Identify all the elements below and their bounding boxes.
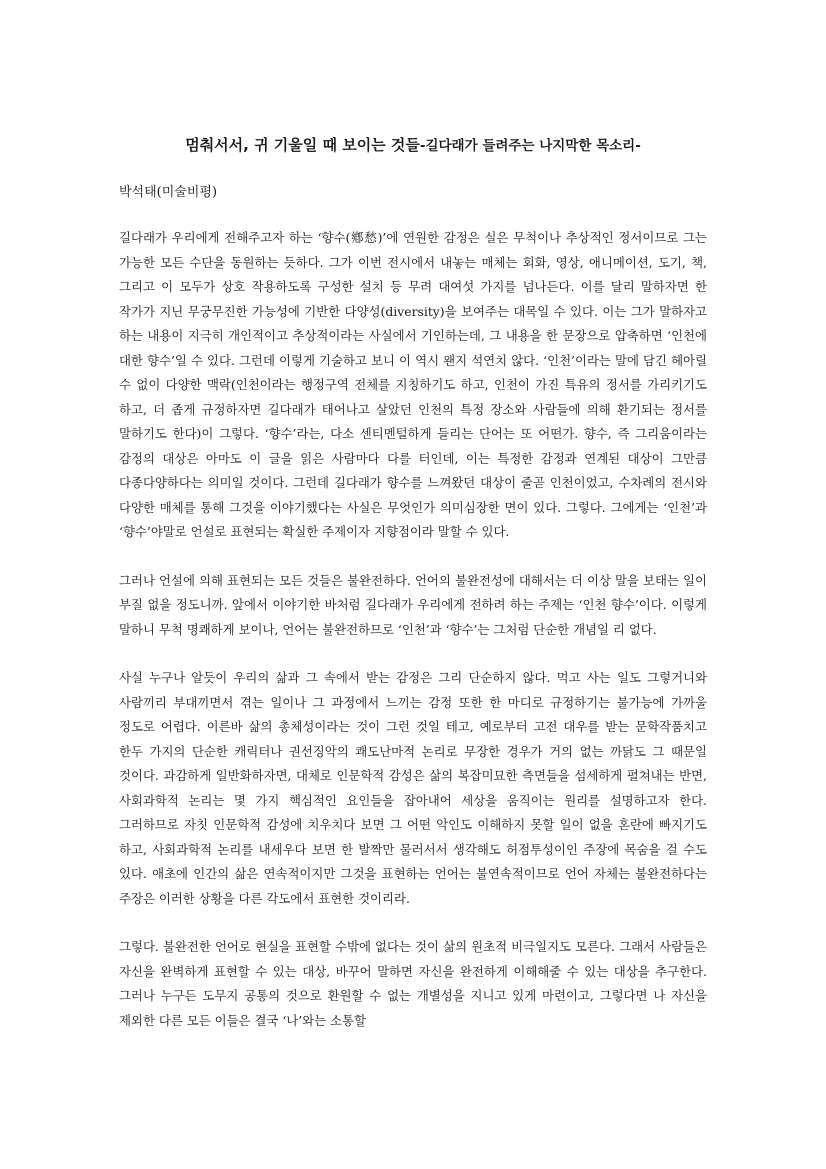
body-text (119, 226, 707, 1057)
paragraph-3: 사실 누구나 알듯이 우리의 삶과 그 속에서 받는 감정은 그리 단순하지 않다. 먹고 사는 일도 그렇거니와 사람끼리 부대끼면서 겪는 일이나 그 과정에서 느끼는 감정 또한 한 마디로 규정하기는 불가능에 가까울 정도로 어렵다. 이른바 삶의 총체성이라는 것이 그런 것일 테고, 예로부터 고전 대우를 받는 문학작품치고 한두 가지의 단순한 캐릭터나 권선징악의 쾌도난마적 논리로 무장한 경우가 거의 없는 까닭도 그 때문일 것이다. 과감하게 일반화하자면, 대체로 인문학적 감성은 삶의 복잡미묘한 측면들을 섬세하게 펼쳐내는 반면, 사회과학적 논리는 몇 가지 핵심적인 요인들을 잡아내어 세상을 움직이는 원리를 설명하고자 한다. 그러하므로 자칫 인문학적 감성에 치우치다 보면 그 어떤 악인도 이해하지 못할 일이 없을 혼란에 빠지기도 하고, 사회과학적 논리를 내세우다 보면 한 발짝만 물러서서 생각해도 허점투성이인 주장에 목숨을 걸 수도 있다. 애초에 인간의 삶은 연속적이지만 그것을 표현하는 언어는 불연속적이므로 언어 자체는 불완전하다는 주장은 이러한 상황을 다른 각도에서 표현한 것이리라. (119, 670, 707, 906)
title-subtitle: -길다래가 들려주는 나지막한 목소리- (419, 138, 641, 154)
author-line: 박석태(미술비평) (119, 185, 218, 200)
title-main: 멈춰서서, 귀 기울일 때 보이는 것들 (185, 136, 420, 154)
paragraph-1: 길다래가 우리에게 전해주고자 하는 ‘향수(鄕愁)’에 연원한 감정은 실은 무척이나 추상적인 정서이므로 그는 가능한 모든 수단을 동원하는 듯하다. 그가 이번 전시에서 내놓는 매체는 회화, 영상, 애니메이션, 도기, 책, 그리고 이 모두가 상호 작용하도록 구성한 설치 등 무려 대여섯 가지를 넘나든다. 이를 달리 말하자면 한 작가가 지닌 무궁무진한 가능성에 기반한 다양성(diversity)을 보여주는 대목일 수 있다. 이는 그가 말하자고 하는 내용이 지극히 개인적이고 추상적이라는 사실에서 기인하는데, 그 내용을 한 문장으로 압축하면 ‘인천에 대한 향수’일 수 있다. 그런데 이렇게 기술하고 보니 이 역시 왠지 석연치 않다. ‘인천’이라는 말에 담긴 헤아릴 수 없이 다양한 맥락(인천이라는 행정구역 전체를 지칭하기도 하고, 인천이 가진 특유의 정서를 가리키기도 하고, 더 좁게 규정하자면 길다래가 태어나고 살았던 인천의 특정 장소와 사람들에 의해 환기되는 정서를 말하기도 한다)이 그렇다. ‘향수’라는, 다소 센티멘털하게 들리는 단어는 또 어떤가. 향수, 즉 그리움이라는 감정의 대상은 아마도 이 글을 읽은 사람마다 다를 터인데, 이는 특정한 감정과 연계된 대상이 그만큼 다종다양하다는 의미일 것이다. 그런데 길다래가 향수를 느껴왔던 대상이 줄곧 인천이었고, 수차례의 전시와 다양한 매체를 통해 그것을 이야기했다는 사실은 무엇인가 의미심장한 면이 있다. 그렇다. 그에게는 ‘인천’과 ‘향수’야말로 언설로 표현되는 확실한 주제이자 지향점이라 말할 수 있다. (119, 230, 707, 539)
paragraph-2: 그러나 언설에 의해 표현되는 모든 것들은 불완전하다. 언어의 불완전성에 대해서는 더 이상 말을 보태는 일이 부질 없을 정도니까. 앞에서 이야기한 바처럼 길다래가 우리에게 전하려 하는 주제는 ‘인천 향수’이다. 이렇게 말하니 무척 명쾌하게 보이나, 언어는 불완전하므로 ‘인천’과 ‘향수’는 그처럼 단순한 개념일 리 없다. (119, 572, 707, 637)
paragraph-4: 그렇다. 불완전한 언어로 현실을 표현할 수밖에 없다는 것이 삶의 원초적 비극일지도 모른다. 그래서 사람들은 자신을 완벽하게 표현할 수 있는 대상, 바꾸어 말하면 자신을 완전하게 이해해줄 수 있는 대상을 추구한다. 그러나 누구든 도무지 공통의 것으로 환원할 수 없는 개별성을 지니고 있게 마련이고, 그렇다면 나 자신을 제외한 다른 모든 이들은 결국 ‘나’와는 소통할 (119, 939, 707, 1028)
document-title (110, 135, 716, 156)
